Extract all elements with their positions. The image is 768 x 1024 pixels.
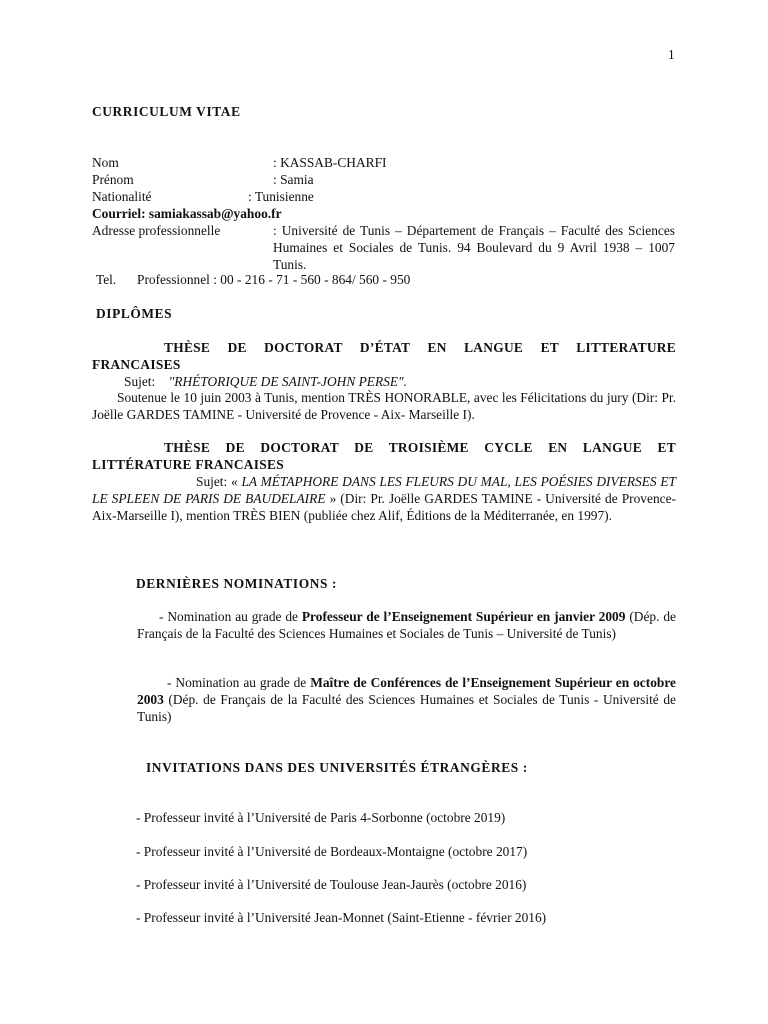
these2-title-line2: LITTÉRATURE FRANCAISES — [92, 457, 285, 472]
nationalite-row — [92, 188, 314, 205]
invitation-item: - Professeur invité à l’Université de Toulouse Jean-Jaurès (octobre 2016) — [136, 877, 527, 892]
prenom-row — [92, 171, 314, 188]
nom-row — [92, 154, 386, 171]
tel-label: Tel. — [96, 272, 117, 287]
these2-title-line1: THÈSE DE DOCTORAT DE TROISIÈME CYCLE EN LANGUE ET — [164, 440, 676, 455]
nomination-item: - Nomination au grade de Maître de Conférences de l’Enseignement Supérieur en octobre 2003 (Dép. de Français de la Faculté des Sciences Humaines et Sociales de Tunis - Université de Tunis) — [137, 675, 676, 724]
nationalite-value: : Tunisienne — [248, 189, 314, 204]
prenom-value: : Samia — [273, 172, 314, 187]
these1-sujet-label: Sujet: — [124, 374, 156, 389]
page-title: CURRICULUM VITAE — [92, 104, 241, 119]
tel-row — [96, 271, 410, 288]
invitations-heading: INVITATIONS DANS DES UNIVERSITÉS ÉTRANGÈRES : — [146, 760, 528, 775]
these2-sujet-title: LA MÉTAPHORE DANS LES FLEURS DU MAL, LES POÉSIES DIVERSES ET LE SPLEEN DE PARIS DE BAUDELAIRE — [92, 474, 676, 506]
these1-detail: Soutenue le 10 juin 2003 à Tunis, mention TRÈS HONORABLE, avec les Félicitations du jury (Dir: Pr. Joëlle GARDES TAMINE - Université de Provence - Aix- Marseille I). — [92, 390, 676, 422]
nationalite-label: Nationalité — [92, 189, 152, 204]
courriel: Courriel: samiakassab@yahoo.fr — [92, 206, 282, 221]
page-number: 1 — [668, 47, 675, 62]
invitation-item: - Professeur invité à l’Université Jean-Monnet (Saint-Etienne - février 2016) — [136, 910, 547, 925]
these1-title-line1: THÈSE DE DOCTORAT D’ÉTAT EN LANGUE ET LITTERATURE — [164, 340, 676, 355]
nominations-heading: DERNIÈRES NOMINATIONS : — [136, 576, 338, 591]
invitation-item: - Professeur invité à l’Université de Paris 4-Sorbonne (octobre 2019) — [136, 810, 506, 825]
nom-label: Nom — [92, 155, 119, 170]
these1-title-line2: FRANCAISES — [92, 357, 181, 372]
adresse-label: Adresse professionnelle — [92, 223, 221, 238]
nom-value: : KASSAB-CHARFI — [273, 155, 387, 170]
tel-value: Professionnel : 00 - 216 - 71 - 560 - 864/ 560 - 950 — [137, 272, 411, 287]
these2-sujet-label: Sujet: « — [196, 474, 238, 489]
adresse-value: : Université de Tunis – Département de Français – Faculté des Sciences Humaines et Sociales de Tunis. 94 Boulevard du 9 Avril 1938 – 1007 Tunis. — [273, 223, 675, 272]
diplomes-heading: DIPLÔMES — [96, 306, 173, 321]
these2-detail: » (Dir: Pr. Joëlle GARDES TAMINE - Université de Provence-Aix-Marseille I), mention TRÈS BIEN (publiée chez Alif, Éditions de la Méditerranée, en 1997). — [92, 491, 676, 523]
these1-sujet-title: "RHÉTORIQUE DE SAINT-JOHN PERSE". — [168, 374, 407, 389]
nomination-item: - Nomination au grade de Professeur de l’Enseignement Supérieur en janvier 2009 (Dép. de Français de la Faculté des Sciences Humaines et Sociales de Tunis – Université de Tunis) — [137, 609, 676, 641]
invitation-item: - Professeur invité à l’Université de Bordeaux-Montaigne (octobre 2017) — [136, 844, 528, 859]
these1-sujet — [124, 373, 407, 390]
prenom-label: Prénom — [92, 172, 134, 187]
these2-sujet-block — [92, 473, 676, 524]
